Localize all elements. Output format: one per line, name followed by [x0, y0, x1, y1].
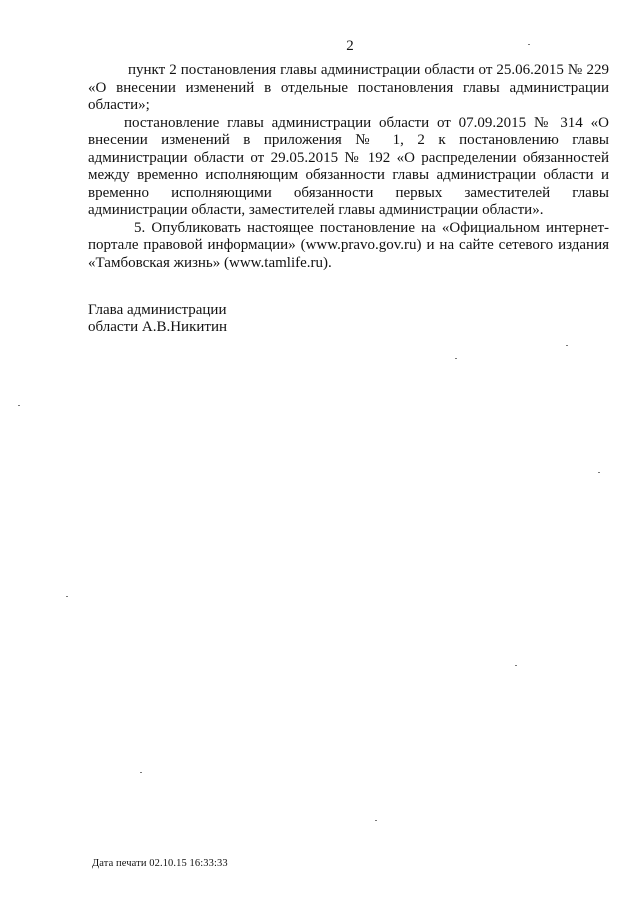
scan-speck	[455, 358, 457, 359]
scan-speck	[598, 472, 600, 473]
scan-speck	[140, 772, 142, 773]
page-number: 2	[346, 38, 354, 54]
signature-name: области А.В.Никитин	[88, 319, 228, 335]
scan-speck	[528, 44, 530, 45]
signature-block	[88, 302, 227, 336]
scan-speck	[375, 820, 377, 821]
scan-speck	[18, 405, 20, 406]
print-date-footer: Дата печати 02.10.15 16:33:33	[92, 858, 228, 869]
paragraph-repealed-item-2: пункт 2 постановления главы администрации области от 25.06.2015 № 229 «О внесении изменений в отдельные постановления главы администрации области»;	[88, 62, 609, 113]
document-body	[88, 62, 609, 272]
signature-title: Глава администрации	[88, 302, 227, 318]
scan-speck	[566, 345, 568, 346]
paragraph-publication-clause: 5. Опубликовать настоящее постановление на «Официальном интернет-портале правовой информации» (www.pravo.gov.ru) и на сайте сетевого издания «Тамбовская жизнь» (www.tamlife.ru).	[88, 219, 609, 271]
scan-speck	[66, 596, 68, 597]
paragraph-repealed-resolution-314: постановление главы администрации области от 07.09.2015 № 314 «О внесении изменений в приложения № 1, 2 к постановлению главы администрации области от 29.05.2015 № 192 «О распределении обязанностей между временно исполняющим обязанности главы администрации области и временно исполняющими обязанности первых заместителей главы администрации области, заместителей главы администрации области».	[88, 114, 609, 218]
scan-speck	[515, 665, 517, 666]
